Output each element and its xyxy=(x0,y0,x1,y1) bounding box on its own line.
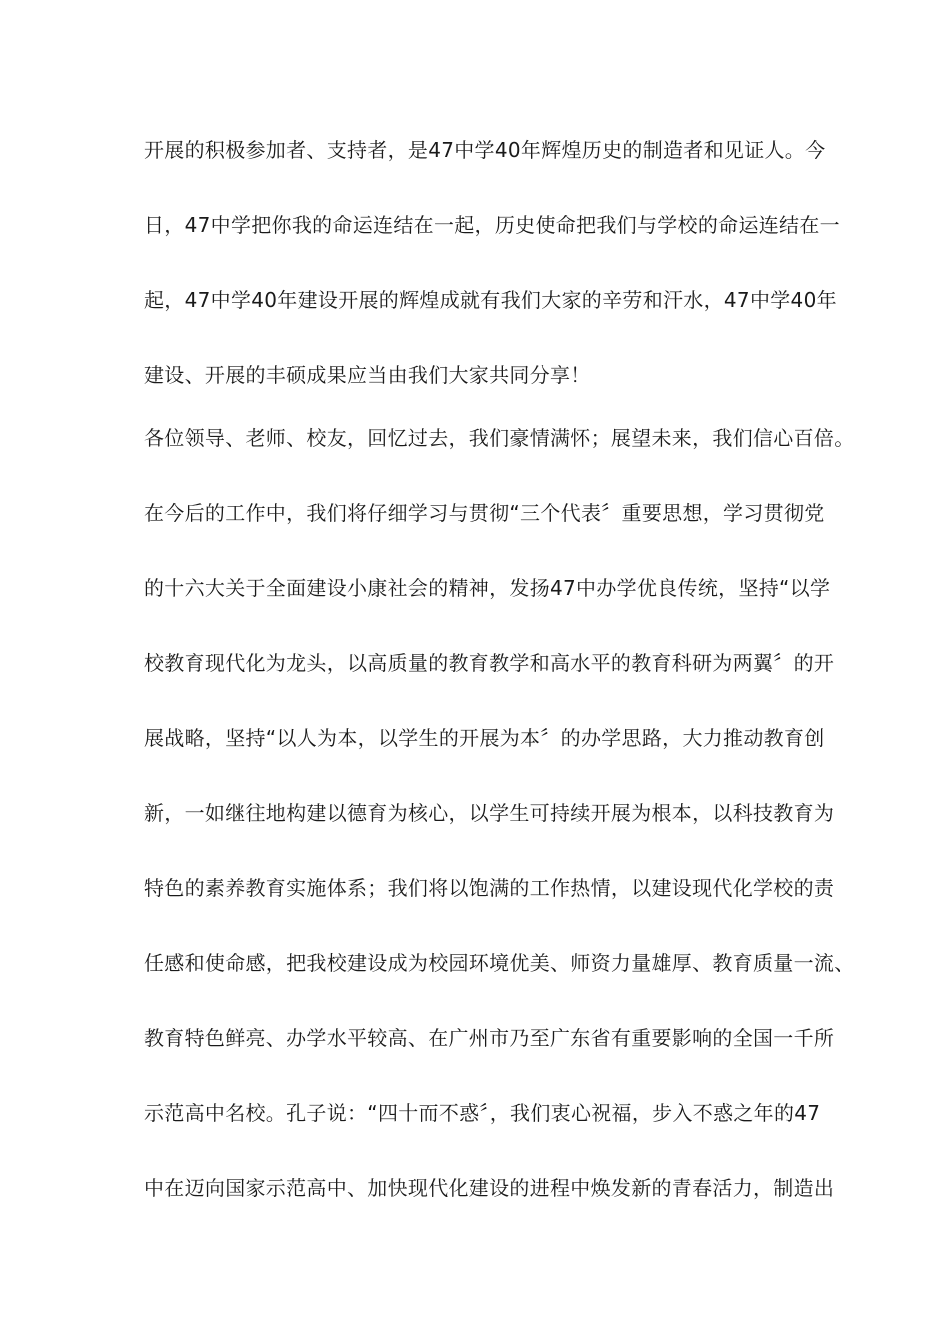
text-line: 特色的素养教育实施体系；我们将以饱满的工作热情，以建设现代化学校的责 xyxy=(144,876,835,900)
text-line: 示范高中名校。孔子说：“四十而不惑〞，我们衷心祝福，步入不惑之年的47 xyxy=(144,1101,821,1125)
text-line: 中在迈向国家示范高中、加快现代化建设的进程中焕发新的青春活力，制造出 xyxy=(144,1176,835,1200)
text-line: 各位领导、老师、校友，回忆过去，我们豪情满怀；展望未来，我们信心百倍。 xyxy=(144,426,855,450)
text-line: 校教育现代化为龙头，以高质量的教育教学和高水平的教育科研为两翼〞的开 xyxy=(144,651,835,675)
text-line: 开展的积极参加者、支持者，是47中学40年辉煌历史的制造者和见证人。今 xyxy=(144,138,826,162)
text-line: 起，47中学40年建设开展的辉煌成就有我们大家的辛劳和汗水，47中学40年 xyxy=(144,288,837,312)
text-line: 展战略，坚持“以人为本，以学生的开展为本〞的办学思路，大力推动教育创 xyxy=(144,726,825,750)
text-line: 日，47中学把你我的命运连结在一起，历史使命把我们与学校的命运连结在一 xyxy=(144,213,840,237)
text-line: 在今后的工作中，我们将仔细学习与贯彻“三个代表〞重要思想，学习贯彻党 xyxy=(144,501,825,525)
text-line: 新，一如继往地构建以德育为核心，以学生可持续开展为根本，以科技教育为 xyxy=(144,801,835,825)
text-line: 教育特色鲜亮、办学水平较高、在广州市乃至广东省有重要影响的全国一千所 xyxy=(144,1026,835,1050)
text-line: 建设、开展的丰硕成果应当由我们大家共同分享！ xyxy=(144,363,591,387)
text-line: 的十六大关于全面建设小康社会的精神，发扬47中办学优良传统，坚持“以学 xyxy=(144,576,831,600)
text-line: 任感和使命感，把我校建设成为校园环境优美、师资力量雄厚、教育质量一流、 xyxy=(144,951,855,975)
